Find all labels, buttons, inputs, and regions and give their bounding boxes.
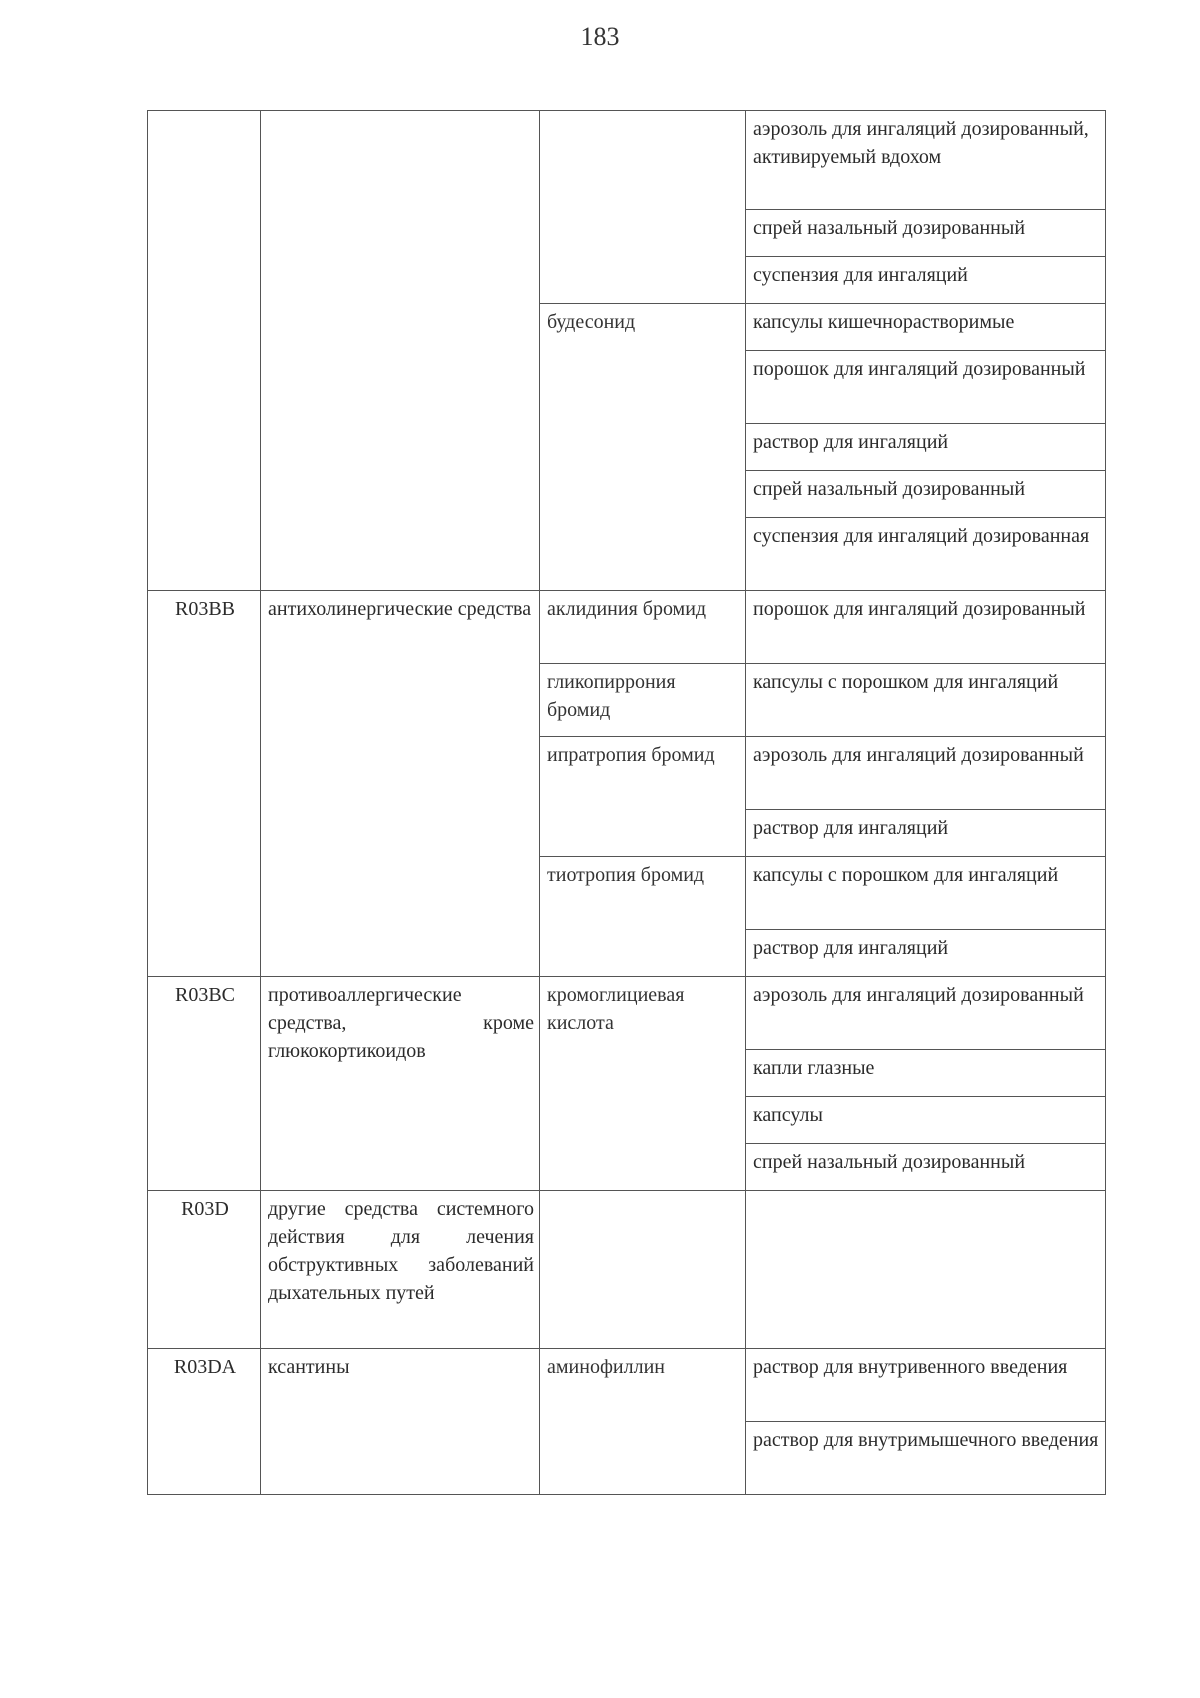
drug-cell: гликопиррония бромид — [540, 664, 746, 737]
dosage-form-cell: капсулы — [746, 1097, 1106, 1144]
drug-cell: аминофиллин — [540, 1349, 746, 1495]
drug-cell: ипратропия бромид — [540, 737, 746, 857]
group-cell: противоаллергические средства, кроме глюкокортикоидов — [261, 977, 540, 1191]
table-row — [148, 977, 1106, 1050]
dosage-form-cell: капсулы с порошком для ингаляций — [746, 664, 1106, 737]
atc-code-cell — [148, 111, 261, 591]
drug-cell: тиотропия бромид — [540, 857, 746, 977]
atc-code-cell: R03DA — [148, 1349, 261, 1495]
dosage-form-cell: аэрозоль для ингаляций дозированный, активируемый вдохом — [746, 111, 1106, 210]
dosage-form-cell: порошок для ингаляций дозированный — [746, 351, 1106, 424]
dosage-form-cell: раствор для ингаляций — [746, 424, 1106, 471]
group-cell: ксантины — [261, 1349, 540, 1495]
dosage-form-cell: аэрозоль для ингаляций дозированный — [746, 737, 1106, 810]
atc-code-cell: R03D — [148, 1191, 261, 1349]
medicines-table — [147, 110, 1106, 1495]
atc-code-cell: R03BC — [148, 977, 261, 1191]
group-cell: антихолинергические средства — [261, 591, 540, 977]
dosage-form-cell: раствор для внутримышечного введения — [746, 1422, 1106, 1495]
drug-cell — [540, 111, 746, 304]
table-row — [148, 591, 1106, 664]
atc-code-cell: R03BB — [148, 591, 261, 977]
dosage-form-cell: капли глазные — [746, 1050, 1106, 1097]
dosage-form-cell: спрей назальный дозированный — [746, 1144, 1106, 1191]
dosage-form-cell: раствор для ингаляций — [746, 810, 1106, 857]
group-cell: другие средства системного действия для лечения обструктивных заболеваний дыхательных путей — [261, 1191, 540, 1349]
table-row — [148, 1349, 1106, 1422]
page-number: 183 — [580, 22, 620, 51]
dosage-form-cell: порошок для ингаляций дозированный — [746, 591, 1106, 664]
drug-cell: аклидиния бромид — [540, 591, 746, 664]
drug-cell — [540, 1191, 746, 1349]
dosage-form-cell: спрей назальный дозированный — [746, 210, 1106, 257]
dosage-form-cell: капсулы кишечнорастворимые — [746, 304, 1106, 351]
dosage-form-cell: аэрозоль для ингаляций дозированный — [746, 977, 1106, 1050]
dosage-form-cell: суспензия для ингаляций — [746, 257, 1106, 304]
dosage-form-cell: спрей назальный дозированный — [746, 471, 1106, 518]
table-row — [148, 1191, 1106, 1349]
dosage-form-cell: суспензия для ингаляций дозированная — [746, 518, 1106, 591]
dosage-form-cell: раствор для внутривенного введения — [746, 1349, 1106, 1422]
group-cell — [261, 111, 540, 591]
drug-cell: будесонид — [540, 304, 746, 591]
dosage-form-cell: капсулы с порошком для ингаляций — [746, 857, 1106, 930]
dosage-form-cell — [746, 1191, 1106, 1349]
drug-cell: кромоглициевая кислота — [540, 977, 746, 1191]
dosage-form-cell: раствор для ингаляций — [746, 930, 1106, 977]
table-row — [148, 111, 1106, 210]
